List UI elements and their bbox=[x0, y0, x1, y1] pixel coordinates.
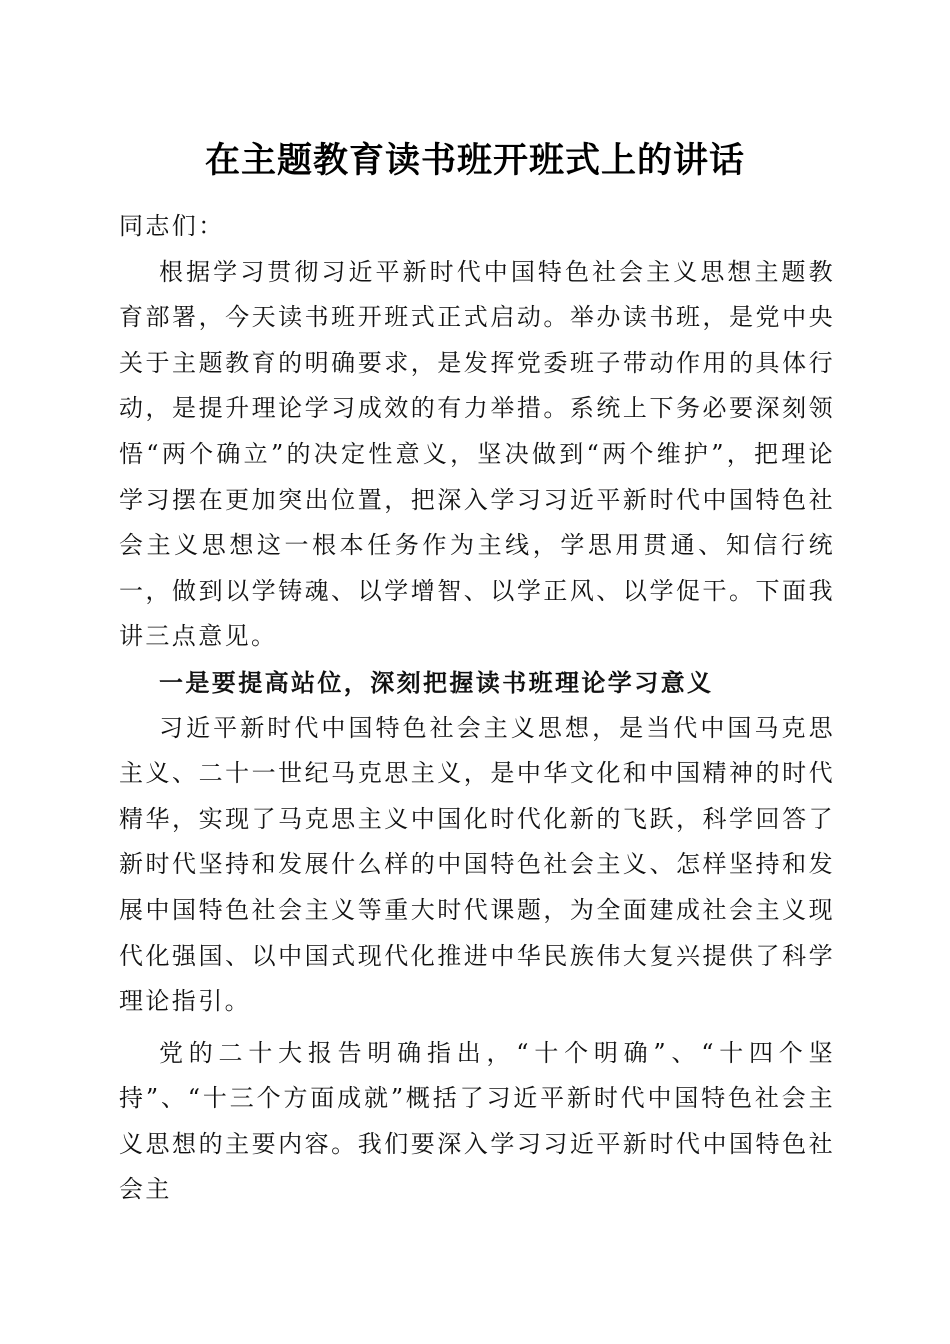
paragraph-intro: 根据学习贯彻习近平新时代中国特色社会主义思想主题教育部署，今天读书班开班式正式启动。举办读书班，是党中央关于主题教育的明确要求，是发挥党委班子带动作用的具体行动，是提升理论学习成效的有力举措。系统上下务必要深刻领悟“两个确立”的决定性意义，坚决做到“两个维护”，把理论学习摆在更加突出位置，把深入学习习近平新时代中国特色社会主义思想这一根本任务作为主线，学思用贯通、知信行统一，做到以学铸魂、以学增智、以学正风、以学促干。下面我讲三点意见。 bbox=[119, 257, 835, 651]
section-heading-1: 一是要提高站位，深刻把握读书班理论学习意义 bbox=[159, 667, 714, 697]
salutation: 同志们： bbox=[119, 212, 225, 240]
paragraph-twentieth-congress: 党的二十大报告明确指出，“十个明确”、“十四个坚持”、“十三个方面成就”概括了习近平新时代中国特色社会主义思想的主要内容。我们要深入学习习近平新时代中国特色社会主 bbox=[119, 1038, 835, 1204]
document-body bbox=[119, 204, 835, 1213]
paragraph-thought: 习近平新时代中国特色社会主义思想，是当代中国马克思主义、二十一世纪马克思主义，是中华文化和中国精神的时代精华，实现了马克思主义中国化时代化新的飞跃，科学回答了新时代坚持和发展什么样的中国特色社会主义、怎样坚持和发展中国特色社会主义等重大时代课题，为全面建成社会主义现代化强国、以中国式现代化推进中华民族伟大复兴提供了科学理论指引。 bbox=[119, 713, 835, 1016]
document-title: 在主题教育读书班开班式上的讲话 bbox=[204, 140, 745, 181]
